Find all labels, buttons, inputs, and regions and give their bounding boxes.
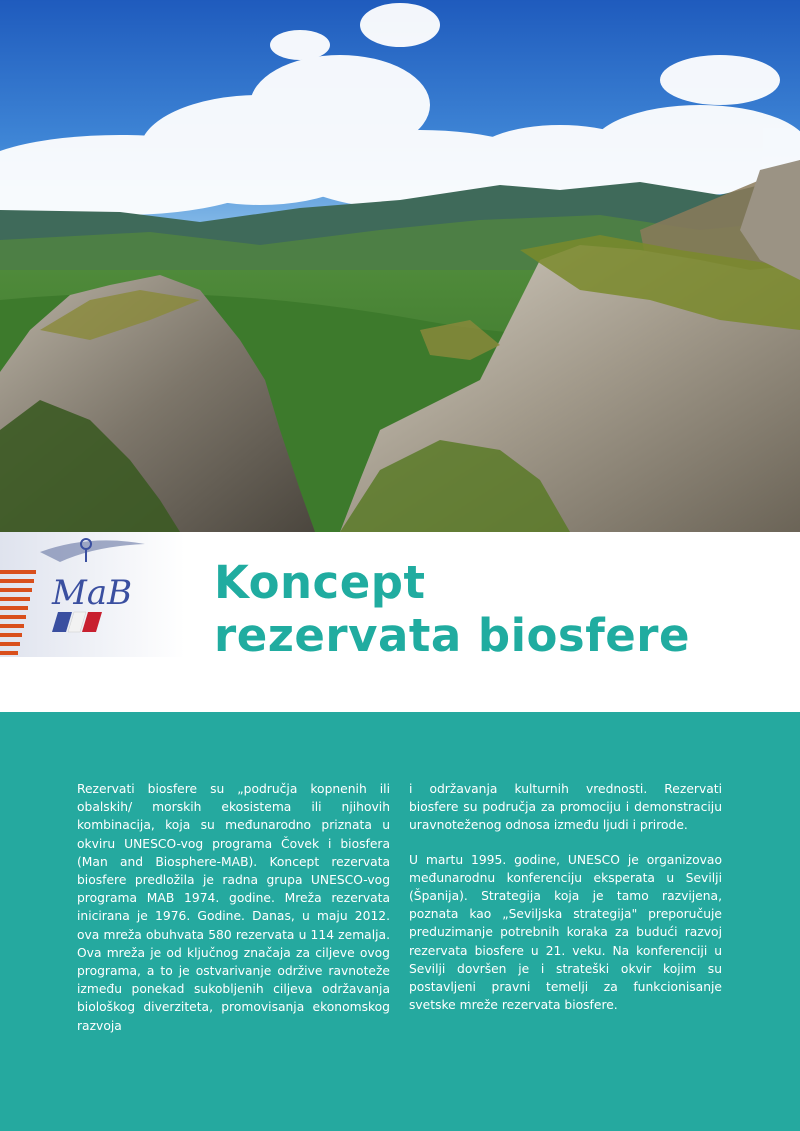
page-title [214,556,690,662]
svg-text:MaB: MaB [52,573,133,613]
title-line-1: Koncept [214,556,426,609]
paragraph: Rezervati biosfere su „područja kopnenih ili obalskih/ morskih ekosistema ili njihovih kombinacija, koja su međunarodno priznata u okviru UNESCO-vog programa Čovek i biosfera (Man and Biosphere-MAB). Koncept rezervata biosfere predložila je radna grupa UNESCO-vog programa MAB 1974. godine. Mreža rezervata inicirana je 1976. Godine. Danas, u maju 2012. ova mreža obuhvata 580 rezervata u 114 zemalja. Ova mreža je od ključnog značaja za ciljeve ovog programa, a to je ostvarivanje održive ravnoteže između ponekad sukobljenih ciljeva održavanja biološkog diverziteta, promovisanja ekonomskog razvoja [77,782,390,1033]
landscape-photo [0,0,800,532]
body-section [0,712,800,1131]
mab-logo [0,532,185,657]
paragraph: i održavanja kulturnih vrednosti. Rezervati biosfere su područja za promociju i demonstraciju uravnoteženog odnosa između ljudi i prirode. [409,782,722,833]
text-column-left [77,780,390,1051]
text-column-right [409,780,722,1030]
paragraph: U martu 1995. godine, UNESCO je organizovao međunarodnu konferenciju eksperata u Sevilji (Španija). Strategija koja je tamo razvijena, poznata kao „Seviljska strategija" preporučuje preduzimanje potrebnih koraka za budući razvoj rezervata biosfere u 21. veku. Na konferenciji u Sevilji dovršen je i strateški okvir kojim su postavljeni pravni temelji za funkcionisanje svetske mreže rezervata biosfere. [409,852,722,1013]
title-band [0,532,800,712]
title-line-2: rezervata biosfere [214,609,691,662]
